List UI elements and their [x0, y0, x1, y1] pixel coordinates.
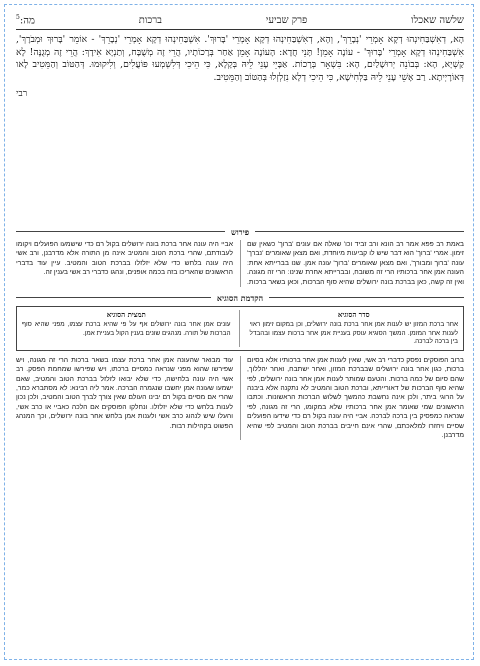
hakdama-box: [16, 306, 464, 351]
commentary-paragraph: עוד מבואר שהעונה אמן אחר ברכת עצמו בשאר ברכות הרי זה מגונה, ויש שפירשו שהוא מפני שנראה כמסיים ברכתו, ויש שפירשו שמחמת הפסק. רב אשי היה עונה בלחישה, כדי שלא יבואו לזלזל בברכת הטוב והמטיב, שאם ישמעו שעונה אמן יחשבו שנגמרה הברכה. אמר ליה רבינא: לא מסתברא כמר, שהרי אם מסיים בקול רם יבינו העולם שאין צורך לברך הטוב והמטיב, ולכן נכון לענות בלחש כדי שלא יזלזלו. ונחלקו הפוסקים אם הלכה כאביי או כרב אשי, והעלו שיש לנהוג כרב אשי ולענות אמן בלחש אחר בונה ירושלים, וכך המנהג הפשוט בקהילות רבות.: [16, 356, 233, 430]
heading-rule: [269, 297, 464, 298]
gemara-catchword: רבי: [16, 88, 28, 99]
hakdama-title: הקדמת הסוגיא: [216, 292, 264, 303]
hakdama-left-subtitle: תמצית הסוגיא: [106, 309, 146, 319]
header-left-title: ברכות: [138, 15, 162, 27]
hakdama-left-column: [22, 310, 240, 347]
hakdama-right-subtitle: סדר הסוגיא: [337, 309, 370, 319]
header-rule: [16, 29, 464, 30]
page-header: [16, 12, 464, 27]
page-number-sup: 5: [16, 14, 20, 21]
hakdama-right-text: אחר ברכת המזון יש לענות אמן אחר ברכת בונה ירושלים, וכן במקום זימון ראוי לענות אחר המזמן. המשך הסוגיא עוסק בעניית אמן אחר ברכות עצמו ובהבדל בין ברכה לברכה.: [249, 320, 458, 346]
heading-rule: [16, 231, 225, 232]
gemara-text: הָא, דְאִשְׁבַּחִינְהוּ דְקָא אָמְרֵי 'נְבָרֵךְ', וְהָא, דְאִשְׁבַּחִינְהוּ דְקָא אָמְרֵי 'בָּרוּךְ'. אִשְׁבַּחִינְהוּ דְקָא אָמְרֵי 'נְבָרֵךְ' - אוֹמֵר 'בָּרוּךְ וּמְבֹרָךְ', אִשְׁבַּחִינְהוּ דְקָא אָמְרֵי 'בָּרוּךְ' - עוֹנֶה אָמֵן! תָּנֵי חֲדָא: הָעוֹנֶה אָמֵן אַחַר בְּרָכוֹתָיו, הֲרֵי זֶה מְשֻׁבָּח, וְתַנְיָא אִידָךְ: הֲרֵי זֶה מְגֻנֶּה! לָא קַשְׁיָא, הָא: בְּבוֹנֵה יְרוּשָׁלַיִם, הָא: בִּשְׁאָר בְּרָכוֹת. אַבָּיֵי עָנֵי לֵיהּ בְּקָלָא, כִּי הֵיכִי דְּלִשְׁמְעוּ פּוֹעֲלִים, וְלִיקוּמוּ. דְּהַטּוֹב וְהַמֵּטִיב לָאו דְּאוֹרָיְיתָא. רַב אָשֵׁי עָנֵי לֵיהּ בַּלְּחִישָׁא, כִּי הֵיכִי דְלָא נִזַלְזְלוּ בְּהַטּוֹב וְהַמֵּטִיב.: [16, 34, 464, 83]
blank-space: [16, 99, 464, 227]
heading-rule: [255, 231, 464, 232]
hakdama-right-column: [250, 310, 459, 347]
page-number-text: מה:: [19, 15, 35, 27]
document-page: [16, 12, 464, 656]
commentary-paragraph: ברוב הפוסקים נפסק כדברי רב אשי, שאין לענות אמן אחר ברכותיו אלא בסיום ברכות, כגון אחר בונה ירושלים שבברכת המזון, ואחר ישתבח, ואחר יהללוך, שהם סיום של כמה ברכות. והטעם שמותר לענות אמן אחר בונה ירושלים, לפי שהיא סוף הברכות של דאורייתא, וברכת הטוב והמטיב לא נתקנה אלא ביבנה על הרוגי ביתר, ולכן אינה נחשבת כהמשך לשלוש הברכות הראשונות. וכתבו הראשונים שמי שאומר אמן אחר ברכותיו שלא במקומו, הרי זה מגונה, לפי שנראה כמפסיק בין ברכה לברכה. אביי היה עונה בקול רם כדי שידעו הפועלים שסיים ויחזרו למלאכתם, שהרי אינם חייבים בברכת הטוב והמטיב לפי שהיא מדרבנן.: [247, 356, 464, 440]
hakdama-heading: [16, 293, 464, 303]
perush-heading: [16, 227, 464, 237]
hakdama-left-text: עונים אמן אחר בונה ירושלים אף על פי שהיא ברכת עצמו, מפני שהיא סוף הברכות של תורה. מנהגים שונים בענין הקול בעניית אמן.: [22, 320, 231, 337]
header-right-title: שלשה שאכלו: [411, 15, 464, 27]
perush-title: פירוש: [230, 226, 250, 237]
perush-text: באמת רב פפא אמר רב הונא ורב זביד וכו' שאלה אם עונים 'ברוך' כשאין שם זימון. אמרי 'ברוך' הוא דבר שיש לו קביעות מיוחדת, ואם מצאן שאומרים 'נברך' עונה 'ברוך ומבורך', ואם מצאן שאומרים 'ברוך' עונה אמן. שנו בברייתא אחת: העונה אמן אחר ברכותיו הרי זה משובח, ובברייתא אחרת שנינו: הרי זה מגונה. ואין זה קשה, כאן בברכת בונה ירושלים שהיא סוף הברכות, וכאן בשאר ברכות. אביי היה עונה אחר ברכת בונה ירושלים בקול רם כדי שישמעו הפועלים ויקומו לעבודתם, שהרי ברכת הטוב והמטיב אינה מן התורה אלא מדרבנן, ורב אשי היה עונה בלחש כדי שלא יזלזלו בברכת הטוב והמטיב. עיין עוד בדברי הראשונים שהאריכו בזה בכמה אופנים, ונהגו כדברי רב אשי בענין זה.: [16, 240, 464, 286]
commentary-body: [16, 356, 464, 441]
header-center-title: פרק שביעי: [265, 15, 308, 27]
page-number: [16, 12, 35, 27]
heading-rule: [16, 297, 211, 298]
